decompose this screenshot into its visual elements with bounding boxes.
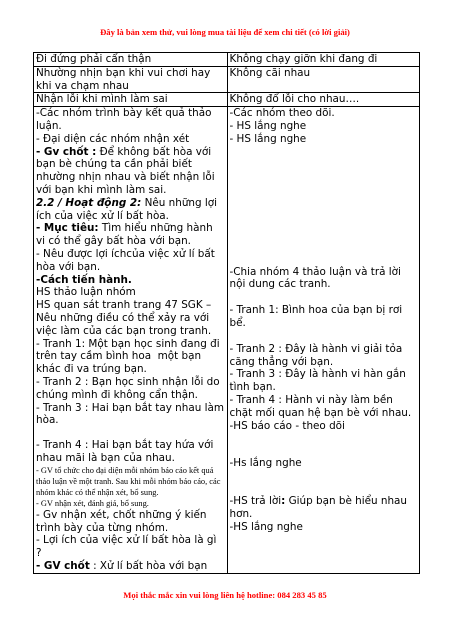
table-cell: Không cãi nhau: [227, 66, 420, 93]
text-line: [36, 560, 225, 573]
text-line: - Đại diện các nhóm nhận xét: [36, 132, 190, 145]
lesson-table: [33, 52, 420, 574]
spacer: [230, 432, 418, 457]
spacer: [36, 427, 225, 439]
hotline-banner: Mọi thắc mắc xin vui lòng liên hệ hotline: 084 283 45 85: [123, 590, 327, 600]
text-span: : Xử lí bất hòa với bạn: [89, 559, 208, 572]
text-line: - Tranh 3 : Đây là hành vi hàn gắn tình bạn.: [229, 368, 410, 394]
spacer: [230, 291, 418, 304]
spacer: [230, 330, 418, 343]
table-row: [34, 93, 420, 107]
activity-heading: 2.2 / Hoạt động 2:: [36, 196, 142, 209]
text-line: - Tranh 1: Bình hoa của bạn bị rơi bể.: [229, 304, 406, 329]
text-line: HS thảo luận nhóm: [36, 286, 136, 299]
text-line: - Tranh 1: Một bạn học sinh đang đi trên tay cầm bình hoa một bạn khác đi va trúng bạn.: [36, 337, 223, 376]
bold-label: - Gv chốt :: [36, 145, 97, 158]
spacer: [230, 470, 418, 495]
section-heading: -Cách tiến hành.: [36, 273, 132, 286]
bold-colon: :: [281, 495, 286, 508]
table-cell: Không đổ lỗi cho nhau….: [227, 93, 420, 107]
text-line: -Chia nhóm 4 thảo luận và trả lời nội dung các tranh.: [229, 265, 405, 291]
table-row: [34, 53, 420, 67]
text-line: - HS lắng nghe: [229, 119, 307, 132]
text-line: -HS báo cáo - theo dõi: [229, 419, 345, 432]
text-line: - Lợi ích của việc xử lí bất hòa là gì ?: [36, 534, 220, 560]
text-line: - Nêu được lợi íchcủa việc xử lí bất hòa với bạn.: [36, 247, 219, 273]
text-line: [230, 495, 418, 521]
text-line: - Tranh 3 : Hai bạn bắt tay nhau làm hòa.: [36, 401, 228, 427]
student-activity-cell: [227, 107, 420, 574]
text-line: - Tranh 4 : Hai bạn bắt tay hứa với nhau mãi là bạn của nhau.: [36, 439, 217, 464]
table-cell: Nhận lỗi khi mình làm sai: [34, 93, 228, 107]
text-span: -HS trả lời: [229, 495, 282, 508]
text-line: -Các nhóm theo dõi.: [229, 107, 335, 120]
text-line: -HS lắng nghe: [229, 520, 303, 533]
text-line: [36, 222, 225, 248]
table-cell: Không chạy giỡn khi đang đi: [227, 53, 420, 67]
text-span: Tìm hiểu những hành vi có thể gây bất hòa với bạn.: [36, 222, 216, 248]
text-line: - Gv nhận xét, chốt những ý kiến trình bày của từng nhóm.: [36, 508, 210, 534]
text-line: -Hs lắng nghe: [229, 457, 302, 470]
bold-label: - Mục tiêu:: [36, 222, 99, 235]
text-line: [36, 197, 225, 223]
text-line: - Tranh 2 : Đây là hành vi giải tỏa căng thẳng với bạn.: [229, 342, 406, 368]
text-span: Nêu những lợi ích của việc xử lí bất hòa.: [36, 196, 221, 222]
text-line: HS quan sát tranh trang 47 SGK – Nêu những điều có thể xảy ra với việc làm của các bạn trong tranh.: [36, 299, 215, 337]
text-line: - GV nhận xét, đánh giá, bổ sung.: [36, 498, 149, 508]
text-line: -Các nhóm trình bày kết quả thảo luận.: [36, 107, 215, 132]
table-row: [34, 66, 420, 93]
table-row: [34, 107, 420, 574]
table-cell: Đi đứng phải cẩn thận: [34, 53, 228, 67]
table-cell: Nhường nhịn bạn khi vui chơi hay khi va chạm nhau: [34, 66, 228, 93]
text-line: - Tranh 4 : Hành vi này làm bền chặt mối quan hệ bạn bè với nhau.: [229, 393, 412, 419]
teacher-activity-cell: [34, 107, 228, 574]
text-line: [36, 146, 225, 197]
text-line: - GV tổ chức cho đại diện mỗi nhóm báo cáo kết quả thảo luận về một tranh. Sau khi mỗi nhóm báo cáo, các nhóm khác có thể nhận xét, bổ sung.: [36, 465, 223, 497]
text-span: Để không bất hòa với bạn bè chúng ta cần phải biết nhường nhịn nhau và biết nhận lỗi với bạn khi mình làm sai.: [36, 145, 218, 196]
text-span: Giúp bạn bè hiểu nhau hơn.: [229, 495, 411, 520]
text-line: - HS lắng nghe: [229, 132, 307, 145]
preview-notice-banner: Đây là bản xem thử, vui lòng mua tài liệu để xem chi tiết (có lời giải): [100, 27, 350, 37]
text-line: - Tranh 2 : Bạn học sinh nhận lỗi do chúng mình đi không cẩn thận.: [36, 375, 223, 401]
bold-label: - GV chốt: [36, 559, 90, 572]
spacer: [230, 146, 418, 266]
